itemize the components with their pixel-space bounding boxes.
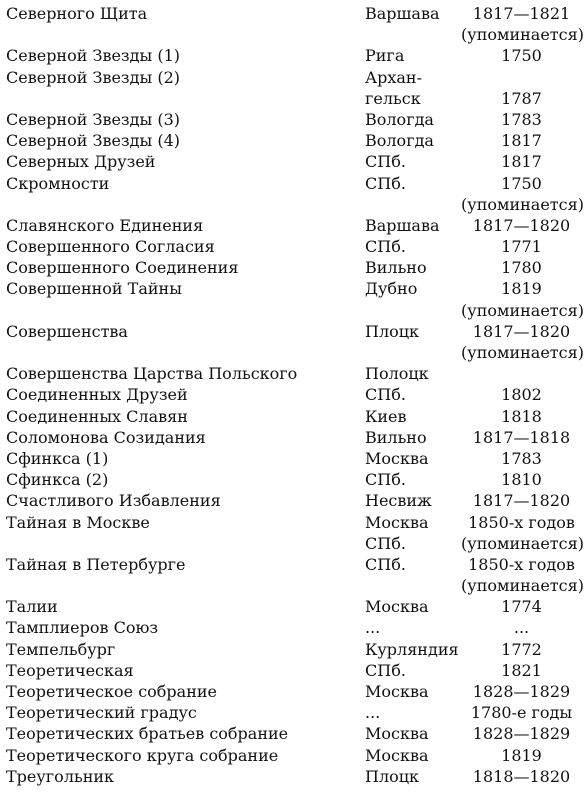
lodge-years: 1817—1820	[472, 215, 571, 235]
table-row	[0, 406, 587, 427]
lodge-years: 1787	[501, 88, 542, 108]
lodge-place: СПб.	[365, 470, 406, 490]
lodge-place: Рига	[365, 46, 405, 66]
table-row	[0, 384, 587, 405]
lodge-place: Москва	[365, 597, 429, 617]
table-row	[0, 554, 587, 575]
lodge-list	[0, 3, 587, 787]
table-row	[0, 173, 587, 194]
lodge-name: Тайная в Москве	[6, 512, 150, 532]
lodge-name: Скромности	[6, 173, 110, 193]
lodge-years: 1780-е годы	[470, 703, 573, 723]
lodge-place: Варшава	[365, 4, 440, 23]
table-row-note	[0, 575, 587, 596]
lodge-name: Теоретическое собрание	[6, 682, 217, 701]
lodge-name: Талии	[6, 597, 58, 617]
lodge-place: Москва	[365, 745, 429, 765]
lodge-name: Сфинкса (1)	[6, 448, 109, 468]
table-row	[0, 363, 587, 384]
lodge-years: 1802	[501, 385, 542, 405]
table-row	[0, 130, 587, 151]
lodge-years: 1817—1820	[472, 321, 571, 341]
lodge-place: СПб.	[365, 660, 406, 680]
lodge-name: Теоретическая	[6, 660, 134, 680]
lodge-years: 1818—1820	[472, 766, 571, 786]
lodge-name: Совершенства Царства Польского	[6, 364, 298, 384]
lodge-place: Москва	[365, 724, 429, 744]
lodge-years: 1772	[501, 639, 542, 659]
lodge-name: Треугольник	[6, 766, 115, 786]
table-row	[0, 236, 587, 257]
lodge-place: Варшава	[365, 215, 440, 235]
lodge-name: Совершенства	[6, 321, 128, 341]
lodge-years: 1817	[501, 131, 542, 151]
lodge-years: 1774	[501, 597, 542, 617]
mention-note: (упоминается)	[461, 343, 584, 362]
table-row	[0, 45, 587, 66]
lodge-name: Теоретических братьев собрание	[6, 724, 289, 744]
table-row	[0, 766, 587, 787]
lodge-place: Вологда	[365, 131, 434, 151]
lodge-place: СПб.	[365, 173, 406, 193]
lodge-years: 1817—1820	[472, 491, 571, 511]
lodge-years: 1817	[501, 152, 542, 172]
table-row	[0, 3, 587, 24]
table-row	[0, 723, 587, 744]
lodge-name: Северной Звезды (3)	[6, 109, 180, 129]
table-row	[0, 321, 587, 342]
lodge-place: ...	[365, 618, 381, 638]
table-row	[0, 67, 587, 88]
lodge-years: 1819	[501, 745, 542, 765]
lodge-name: Северной Звезды (1)	[6, 46, 180, 66]
mention-note: (упоминается)	[461, 194, 584, 214]
lodge-place: СПб.	[365, 152, 406, 172]
lodge-years: ...	[513, 618, 530, 638]
lodge-years: 1818	[501, 406, 542, 426]
lodge-years: 1750	[501, 46, 542, 66]
lodge-place: Несвиж	[365, 491, 432, 511]
lodge-place: Москва	[365, 512, 429, 532]
lodge-years: 1817—1821	[472, 4, 571, 23]
table-row	[0, 448, 587, 469]
table-row	[0, 702, 587, 723]
table-row-note	[0, 194, 587, 215]
lodge-name: Совершенной Тайны	[6, 279, 182, 299]
lodge-years: 1810	[501, 470, 542, 490]
lodge-years: 1750	[501, 173, 542, 193]
lodge-name: Северных Друзей	[6, 152, 156, 172]
lodge-years: 1819	[501, 279, 542, 299]
lodge-place: Курляндия	[365, 639, 459, 659]
lodge-place: Вологда	[365, 109, 434, 129]
table-row-continuation	[0, 88, 587, 109]
table-row	[0, 215, 587, 236]
lodge-place: СПб.	[365, 385, 406, 405]
lodge-name: Северной Звезды (4)	[6, 131, 180, 151]
table-row	[0, 278, 587, 299]
table-row	[0, 681, 587, 702]
lodge-name: Соломонова Созидания	[6, 427, 206, 447]
mention-note: (упоминается)	[461, 576, 584, 596]
lodge-years: 1850-х годов	[468, 512, 575, 532]
table-row	[0, 512, 587, 533]
table-row	[0, 596, 587, 617]
lodge-name: Теоретического круга собрание	[6, 745, 279, 765]
lodge-name: Северной Звезды (2)	[6, 67, 180, 87]
mention-note: (упоминается)	[461, 300, 584, 320]
lodge-place: ...	[365, 703, 381, 723]
lodge-place: СПб.	[365, 554, 406, 574]
table-row	[0, 617, 587, 638]
lodge-name: Совершенного Согласия	[6, 237, 215, 257]
table-row	[0, 151, 587, 172]
lodge-name: Совершенного Соединения	[6, 258, 239, 278]
lodge-name: Соединенных Друзей	[6, 385, 188, 405]
table-row	[0, 469, 587, 490]
lodge-place: Плоцк	[365, 766, 420, 786]
lodge-name: Теоретический градус	[6, 703, 197, 723]
lodge-place: Москва	[365, 682, 429, 701]
lodge-place: Дубно	[365, 279, 418, 299]
table-row-note	[0, 300, 587, 321]
lodge-name: Соединенных Славян	[6, 406, 188, 426]
lodge-name: Тайная в Петербурге	[6, 554, 186, 574]
lodge-name: Тамплиеров Союз	[6, 618, 159, 638]
lodge-place: Вильно	[365, 258, 427, 278]
lodge-years: 1771	[501, 237, 542, 257]
lodge-place-continuation: гельск	[365, 88, 421, 108]
table-row	[0, 490, 587, 511]
lodge-name: Темпельбург	[6, 639, 116, 659]
table-row	[0, 745, 587, 766]
lodge-years: 1828—1829	[472, 724, 571, 744]
lodge-years: 1828—1829	[472, 682, 571, 701]
table-row	[0, 639, 587, 660]
mention-note: (упоминается)	[461, 533, 584, 553]
lodge-years: 1850-х годов	[468, 554, 575, 574]
table-row-note	[0, 342, 587, 363]
lodge-place-secondary: СПб.	[365, 533, 406, 553]
lodge-name: Северного Щита	[6, 4, 148, 23]
lodge-years: 1783	[501, 448, 542, 468]
lodge-name: Счастливого Избавления	[6, 491, 221, 511]
lodge-place: Полоцк	[365, 364, 429, 384]
lodge-years: 1780	[501, 258, 542, 278]
lodge-place: Архан-	[365, 67, 422, 87]
mention-note: (упоминается)	[461, 25, 584, 45]
lodge-years: 1783	[501, 109, 542, 129]
lodge-place: СПб.	[365, 237, 406, 257]
table-row	[0, 427, 587, 448]
table-row	[0, 257, 587, 278]
lodge-name: Сфинкса (2)	[6, 470, 109, 490]
table-row-note	[0, 533, 587, 554]
lodge-place: Москва	[365, 448, 429, 468]
table-row	[0, 109, 587, 130]
lodge-place: Киев	[365, 406, 407, 426]
lodge-name: Славянского Единения	[6, 215, 204, 235]
lodge-place: Вильно	[365, 427, 427, 447]
lodge-years: 1821	[501, 660, 542, 680]
lodge-years: 1817—1818	[472, 427, 571, 447]
lodge-place: Плоцк	[365, 321, 420, 341]
table-row	[0, 660, 587, 681]
table-row-note	[0, 24, 587, 45]
